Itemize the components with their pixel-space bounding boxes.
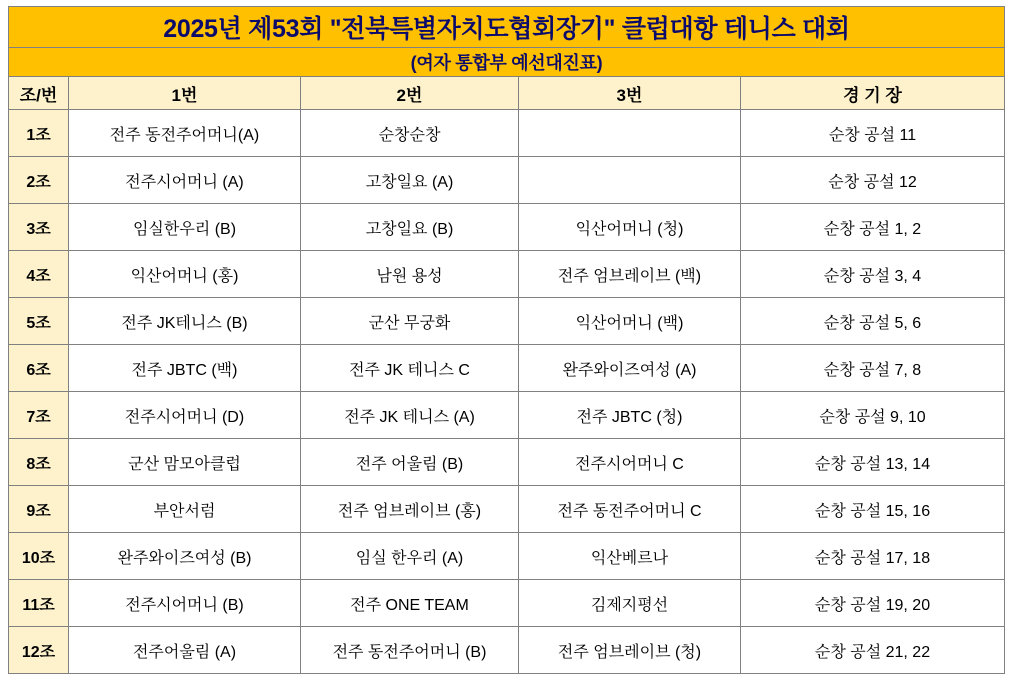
team-cell-2: 남원 용성 bbox=[301, 251, 519, 298]
team-cell-3: 전주 JBTC (청) bbox=[519, 392, 741, 439]
team-cell-1: 군산 맘모아클럽 bbox=[69, 439, 301, 486]
group-label: 6조 bbox=[9, 345, 69, 392]
court-cell: 순창 공설 12 bbox=[741, 157, 1005, 204]
table-body bbox=[9, 7, 1005, 674]
group-label: 12조 bbox=[9, 627, 69, 674]
team-cell-2: 고창일요 (A) bbox=[301, 157, 519, 204]
team-cell-2: 전주 ONE TEAM bbox=[301, 580, 519, 627]
table-row bbox=[9, 204, 1005, 251]
court-cell: 순창 공설 19, 20 bbox=[741, 580, 1005, 627]
table-row bbox=[9, 486, 1005, 533]
team-cell-3: 전주 엄브레이브 (청) bbox=[519, 627, 741, 674]
table-row bbox=[9, 298, 1005, 345]
table-row bbox=[9, 392, 1005, 439]
column-header-player2: 2번 bbox=[301, 77, 519, 110]
court-cell: 순창 공설 11 bbox=[741, 110, 1005, 157]
team-cell-2: 고창일요 (B) bbox=[301, 204, 519, 251]
column-header-player3: 3번 bbox=[519, 77, 741, 110]
team-cell-2: 전주 JK 테니스 (A) bbox=[301, 392, 519, 439]
title-row bbox=[9, 7, 1005, 48]
team-cell-3: 전주시어머니 C bbox=[519, 439, 741, 486]
team-cell-1: 전주시어머니 (D) bbox=[69, 392, 301, 439]
column-header-player1: 1번 bbox=[69, 77, 301, 110]
team-cell-2: 군산 무궁화 bbox=[301, 298, 519, 345]
court-cell: 순창 공설 1, 2 bbox=[741, 204, 1005, 251]
header-row bbox=[9, 77, 1005, 110]
court-cell: 순창 공설 3, 4 bbox=[741, 251, 1005, 298]
table-row bbox=[9, 345, 1005, 392]
team-cell-3: 전주 동전주어머니 C bbox=[519, 486, 741, 533]
subtitle-row bbox=[9, 48, 1005, 77]
column-header-court: 경 기 장 bbox=[741, 77, 1005, 110]
table-row bbox=[9, 627, 1005, 674]
court-cell: 순창 공설 13, 14 bbox=[741, 439, 1005, 486]
team-cell-1: 익산어머니 (홍) bbox=[69, 251, 301, 298]
group-label: 10조 bbox=[9, 533, 69, 580]
table-row bbox=[9, 580, 1005, 627]
table-row bbox=[9, 157, 1005, 204]
team-cell-2: 전주 어울림 (B) bbox=[301, 439, 519, 486]
column-header-group: 조/번 bbox=[9, 77, 69, 110]
team-cell-2: 전주 JK 테니스 C bbox=[301, 345, 519, 392]
table-row bbox=[9, 439, 1005, 486]
group-label: 8조 bbox=[9, 439, 69, 486]
team-cell-1: 전주시어머니 (B) bbox=[69, 580, 301, 627]
team-cell-2: 순창순창 bbox=[301, 110, 519, 157]
table-row bbox=[9, 110, 1005, 157]
court-cell: 순창 공설 15, 16 bbox=[741, 486, 1005, 533]
tournament-bracket-table bbox=[8, 6, 1005, 674]
team-cell-3: 익산어머니 (청) bbox=[519, 204, 741, 251]
table-row bbox=[9, 251, 1005, 298]
team-cell-3: 익산베르나 bbox=[519, 533, 741, 580]
team-cell-1: 완주와이즈여성 (B) bbox=[69, 533, 301, 580]
group-label: 3조 bbox=[9, 204, 69, 251]
team-cell-1: 전주어울림 (A) bbox=[69, 627, 301, 674]
group-label: 4조 bbox=[9, 251, 69, 298]
team-cell-3: 완주와이즈여성 (A) bbox=[519, 345, 741, 392]
group-label: 5조 bbox=[9, 298, 69, 345]
group-label: 1조 bbox=[9, 110, 69, 157]
group-label: 7조 bbox=[9, 392, 69, 439]
court-cell: 순창 공설 7, 8 bbox=[741, 345, 1005, 392]
team-cell-3 bbox=[519, 110, 741, 157]
court-cell: 순창 공설 9, 10 bbox=[741, 392, 1005, 439]
document-subtitle: (여자 통합부 예선대진표) bbox=[9, 48, 1005, 77]
team-cell-1: 전주시어머니 (A) bbox=[69, 157, 301, 204]
document-title: 2025년 제53회 "전북특별자치도협회장기" 클럽대항 테니스 대회 bbox=[9, 7, 1005, 48]
court-cell: 순창 공설 5, 6 bbox=[741, 298, 1005, 345]
court-cell: 순창 공설 21, 22 bbox=[741, 627, 1005, 674]
team-cell-1: 전주 동전주어머니(A) bbox=[69, 110, 301, 157]
team-cell-3: 김제지평선 bbox=[519, 580, 741, 627]
team-cell-1: 전주 JBTC (백) bbox=[69, 345, 301, 392]
team-cell-1: 임실한우리 (B) bbox=[69, 204, 301, 251]
table-row bbox=[9, 533, 1005, 580]
team-cell-3: 전주 엄브레이브 (백) bbox=[519, 251, 741, 298]
group-label: 11조 bbox=[9, 580, 69, 627]
team-cell-3: 익산어머니 (백) bbox=[519, 298, 741, 345]
team-cell-2: 전주 엄브레이브 (홍) bbox=[301, 486, 519, 533]
group-label: 9조 bbox=[9, 486, 69, 533]
team-cell-2: 전주 동전주어머니 (B) bbox=[301, 627, 519, 674]
court-cell: 순창 공설 17, 18 bbox=[741, 533, 1005, 580]
team-cell-2: 임실 한우리 (A) bbox=[301, 533, 519, 580]
group-label: 2조 bbox=[9, 157, 69, 204]
team-cell-1: 부안서럼 bbox=[69, 486, 301, 533]
team-cell-3 bbox=[519, 157, 741, 204]
team-cell-1: 전주 JK테니스 (B) bbox=[69, 298, 301, 345]
